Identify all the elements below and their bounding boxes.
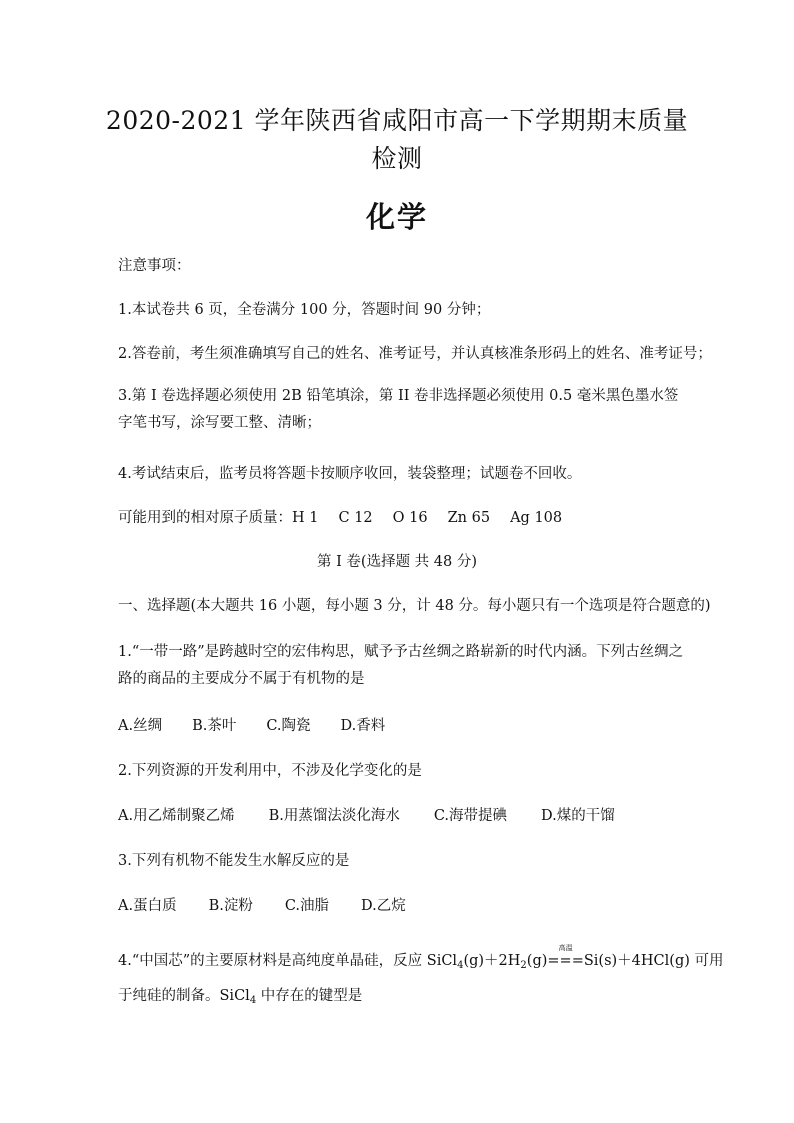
q4-text-4: Si(s)＋4HCl(g) 可用 (583, 953, 724, 969)
question-2-option-b: B.用蒸馏法淡化海水 (268, 808, 400, 824)
reaction-equals: === (547, 953, 584, 969)
q4-sub-3: 4 (249, 995, 257, 1006)
question-1-stem: 1.“一带一路”是跨越时空的宏伟构思，赋予予古丝绸之路崭新的时代内涵。下列古丝绸之路的商品的主要成分不属于有机物的是 (118, 644, 684, 687)
atomic-mass-ag: Ag 108 (510, 510, 563, 526)
question-1-option-c: C.陶瓷 (266, 718, 311, 734)
question-1-options (118, 715, 688, 737)
section-title: 第 I 卷(选择题 共 48 分) (316, 554, 478, 570)
notice-item-2: 2.答卷前，考生须准确填写自己的姓名、准考证号，并认真核准条形码上的姓名、准考证号； (118, 346, 712, 362)
q4-text-2: (g)＋2H (463, 953, 521, 969)
reaction-condition: 高温 (558, 944, 573, 952)
question-2-option-a: A.用乙烯制聚乙烯 (118, 808, 235, 824)
atomic-mass-o: O 16 (392, 510, 428, 526)
atomic-masses-label: 可能用到的相对原子质量： (118, 510, 292, 526)
question-1-option-b: B.茶叶 (192, 718, 237, 734)
notice-item-4: 4.考试结束后，监考员将答题卡按顺序收回，装袋整理；试题卷不回收。 (118, 466, 582, 482)
notice-item-3: 3.第 I 卷选择题必须使用 2B 铅笔填涂，第 II 卷非选择题必须使用 0.5 毫米黑色墨水签字笔书写，涂写要工整、清晰； (118, 388, 679, 431)
q4-text-3: (g) (526, 953, 548, 969)
q4-sub-1: 4 (457, 960, 464, 971)
subject-title: 化学 (365, 200, 428, 234)
question-3-options (118, 895, 688, 917)
question-4-stem-line1 (118, 944, 724, 972)
atomic-mass-c: C 12 (338, 510, 373, 526)
q4-text-1: 4.“中国芯”的主要原材料是高纯度单晶硅，反应 SiCl (118, 953, 458, 969)
question-3-option-b: B.淀粉 (208, 898, 253, 914)
question-2-option-c: C.海带提碘 (433, 808, 508, 824)
question-3-option-a: A.蛋白质 (118, 898, 177, 914)
section-instruction: 一、选择题(本大题共 16 小题，每小题 3 分，计 48 分。每小题只有一个选项是符合题意的) (118, 598, 711, 614)
atomic-mass-zn: Zn 65 (447, 510, 491, 526)
question-4-stem-line2 (118, 985, 688, 1007)
atomic-mass-h: H 1 (292, 510, 319, 526)
q4-text-6: 中存在的键型是 (256, 988, 363, 1004)
question-3-stem: 3.下列有机物不能发生水解反应的是 (118, 853, 350, 869)
question-2-stem: 2.下列资源的开发利用中，不涉及化学变化的是 (118, 763, 422, 779)
question-3-option-c: C.油脂 (284, 898, 330, 914)
question-3-option-d: D.乙烷 (361, 898, 406, 914)
question-1-option-a: A.丝绸 (118, 718, 163, 734)
notice-heading: 注意事项： (118, 258, 191, 274)
question-2-option-d: D.煤的干馏 (541, 808, 615, 824)
notice-item-1: 1.本试卷共 6 页，全卷满分 100 分，答题时间 90 分钟； (118, 302, 491, 318)
reaction-arrow (547, 944, 584, 972)
q4-sub-2: 2 (520, 960, 527, 971)
atomic-masses (118, 507, 688, 529)
question-1-option-d: D.香料 (340, 718, 386, 734)
exam-title: 2020-2021 学年陕西省咸阳市高一下学期期末质量检测 (105, 106, 689, 173)
q4-text-5: 于纯硅的制备。SiCl (118, 988, 250, 1004)
question-2-options (118, 805, 688, 827)
